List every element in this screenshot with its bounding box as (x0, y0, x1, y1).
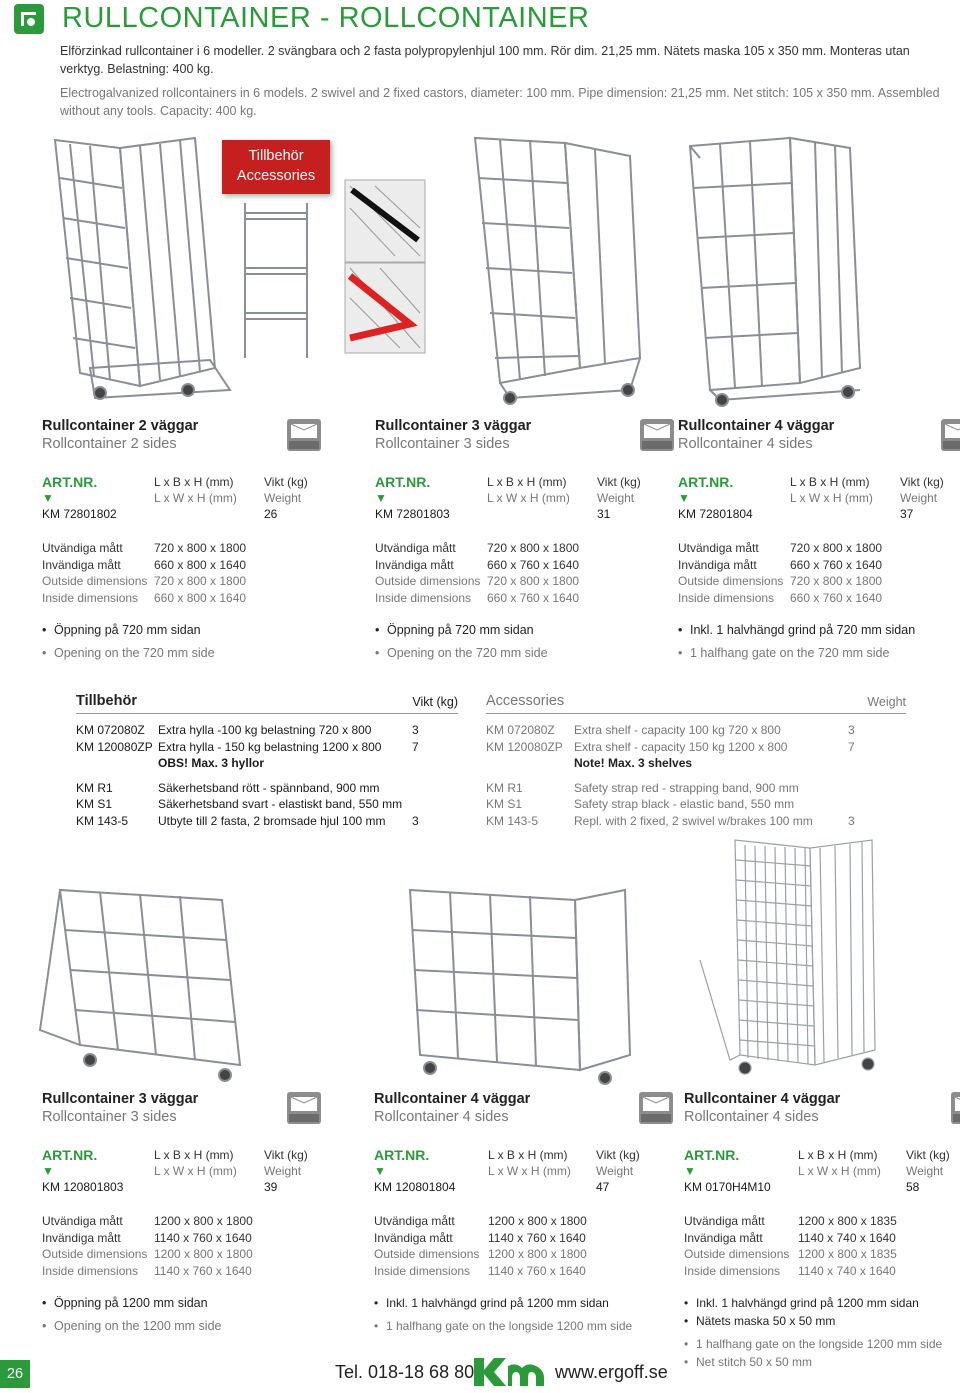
art-number: KM 72801804 (678, 507, 753, 521)
weight-label-sv: Vikt (kg) (264, 1148, 308, 1162)
feature-list (42, 622, 322, 661)
flatpack-icon (950, 1091, 960, 1125)
feature-list (42, 1295, 322, 1334)
inside-value-en: 1140 x 760 x 1640 (488, 1263, 586, 1278)
feature-item: • Inkl. 1 halvhängd grind på 1200 mm sidan (684, 1295, 960, 1311)
inside-label-en: Inside dimensions (42, 590, 139, 605)
product-photos-bottom (0, 830, 960, 1085)
art-nr-label: ART.NR. (684, 1147, 740, 1163)
feature-list (684, 1295, 960, 1370)
feature-item: • Nätets maska 50 x 50 mm (684, 1313, 960, 1329)
inside-label-sv: Invändiga mått (375, 557, 454, 572)
outside-value-en: 720 x 800 x 1800 (487, 574, 580, 588)
inside-label-en: Inside dimensions (42, 1263, 139, 1278)
dims-label-sv: L x B x H (mm) (154, 475, 234, 489)
outside-label-sv: Utvändiga mått (678, 541, 759, 555)
inside-label-en: Inside dimensions (374, 1263, 471, 1278)
feature-item: • Inkl. 1 halvhängd grind på 720 mm sidan (678, 622, 958, 638)
accessories-weight-label-en: Weight (867, 695, 906, 709)
product-photos-top (0, 128, 960, 408)
feature-list (374, 1295, 654, 1334)
inside-label-sv: Invändiga mått (684, 1230, 763, 1245)
weight-value: 39 (264, 1180, 278, 1194)
outside-value-sv: 720 x 800 x 1800 (154, 541, 247, 555)
outside-value-sv: 720 x 800 x 1800 (790, 541, 883, 555)
feature-item: • 1 halfhang gate on the longside 1200 mm side (684, 1336, 960, 1352)
title-row (14, 2, 589, 35)
feature-item: • Opening on the 1200 mm side (42, 1318, 322, 1334)
outside-value-sv: 720 x 800 x 1800 (487, 541, 580, 555)
outside-value-en: 720 x 800 x 1800 (154, 574, 247, 588)
weight-label-sv: Vikt (kg) (906, 1148, 950, 1162)
inside-value-en: 660 x 760 x 1640 (487, 590, 580, 605)
dims-label-en: L x W x H (mm) (154, 491, 237, 505)
company-logo-icon (470, 1354, 550, 1390)
accessory-row: KM R1 Safety strap red - strapping band, 900 mm (486, 780, 799, 795)
accessory-note: OBS! Max. 3 hyllor (158, 756, 265, 770)
footer-website[interactable]: www.ergoff.se (555, 1362, 668, 1382)
outside-label-en: Outside dimensions (42, 1247, 148, 1261)
accessory-row: KM 143-5 Utbyte till 2 fasta, 2 bromsade hjul 100 mm 3 (76, 813, 419, 828)
feature-item: • Net stitch 50 x 50 mm (684, 1354, 960, 1370)
accessories-english (486, 690, 906, 829)
dims-label-en: L x W x H (mm) (488, 1164, 571, 1178)
safety-strap-red-image (345, 263, 425, 353)
outside-value-sv: 1200 x 800 x 1800 (154, 1214, 253, 1228)
product-block (42, 1091, 322, 1341)
weight-label-sv: Vikt (kg) (900, 475, 944, 489)
outside-label-sv: Utvändiga mått (42, 541, 123, 555)
product-name-sv: Rullcontainer 4 väggar (684, 1091, 841, 1107)
feature-item: • 1 halfhang gate on the longside 1200 mm side (374, 1318, 654, 1334)
weight-label-sv: Vikt (kg) (264, 475, 308, 489)
intro-english: Electrogalvanized rollcontainers in 6 models. 2 swivel and 2 fixed castors, diameter: 100 mm. Pipe dimension: 21,25 mm. Net stitch: 105 x 350 mm. Assembled without any tools. Capacity: 400 kg. (60, 86, 940, 118)
inside-label-en: Inside dimensions (684, 1263, 781, 1278)
dims-label-sv: L x B x H (mm) (790, 475, 870, 489)
down-arrow-icon: ▼ (42, 1164, 54, 1178)
product-name-sv: Rullcontainer 2 väggar (42, 418, 199, 434)
safety-strap-black-image (345, 180, 425, 262)
weight-value: 58 (906, 1180, 920, 1194)
outside-label-sv: Utvändiga mått (375, 541, 456, 555)
art-nr-label: ART.NR. (42, 1147, 98, 1163)
inside-value-en: 1140 x 760 x 1640 (154, 1263, 252, 1278)
art-number: KM 120801803 (42, 1180, 124, 1194)
art-number: KM 0170H4M10 (684, 1180, 771, 1194)
inside-label-sv: Invändiga mått (42, 557, 121, 572)
dims-label-en: L x W x H (mm) (798, 1164, 881, 1178)
rollcontainer-4-sides-image (690, 138, 860, 406)
outside-value-sv: 1200 x 800 x 1835 (798, 1214, 897, 1228)
down-arrow-icon: ▼ (374, 1164, 386, 1178)
outside-label-sv: Utvändiga mått (42, 1214, 123, 1228)
art-number: KM 72801802 (42, 507, 117, 521)
inside-value-sv: 1140 x 760 x 1640 (154, 1230, 252, 1245)
inside-value-sv: 1140 x 760 x 1640 (488, 1230, 586, 1245)
outside-value-en: 1200 x 800 x 1835 (798, 1247, 897, 1261)
feature-item: • Opening on the 720 mm side (42, 645, 322, 661)
product-name-en: Rollcontainer 4 sides (374, 1109, 509, 1125)
accessory-row: KM 120080ZP Extra shelf - capacity 150 kg 1200 x 800 7 (486, 739, 855, 754)
product-name-sv: Rullcontainer 3 väggar (42, 1091, 199, 1107)
inside-value-en: 1140 x 740 x 1640 (798, 1263, 896, 1278)
flatpack-icon (286, 418, 322, 452)
inside-value-sv: 660 x 800 x 1640 (154, 557, 247, 572)
down-arrow-icon: ▼ (375, 491, 387, 505)
rollcontainer-1200-4-sides-image (410, 890, 630, 1084)
footer-phone: Tel. 018-18 68 80 (335, 1362, 475, 1382)
accessory-note: Note! Max. 3 shelves (574, 756, 693, 770)
down-arrow-icon: ▼ (684, 1164, 696, 1178)
feature-item: • Öppning på 1200 mm sidan (42, 1295, 322, 1311)
weight-label-sv: Vikt (kg) (597, 475, 641, 489)
weight-value: 37 (900, 507, 914, 521)
dims-label-sv: L x B x H (mm) (154, 1148, 234, 1162)
feature-item: • Inkl. 1 halvhängd grind på 1200 mm sidan (374, 1295, 654, 1311)
outside-value-en: 720 x 800 x 1800 (790, 574, 883, 588)
flatpack-icon (638, 1091, 674, 1125)
page-number: 26 (0, 1360, 30, 1388)
rollcontainer-3-sides-image (475, 138, 640, 404)
outside-label-en: Outside dimensions (374, 1247, 480, 1261)
feature-item: • Öppning på 720 mm sidan (375, 622, 655, 638)
inside-label-en: Inside dimensions (375, 590, 472, 605)
accessory-row: KM S1 Säkerhetsband svart - elastiskt band, 550 mm (76, 797, 403, 811)
accessories-title-en: Accessories (486, 693, 565, 709)
product-block (374, 1091, 654, 1341)
outside-label-en: Outside dimensions (684, 1247, 790, 1261)
weight-label-en: Weight (906, 1164, 944, 1178)
flatpack-icon (639, 418, 675, 452)
inside-value-en: 660 x 800 x 1640 (154, 590, 247, 605)
weight-value: 26 (264, 507, 278, 521)
accessories-swedish (76, 690, 458, 829)
dims-label-sv: L x B x H (mm) (488, 1148, 568, 1162)
accessory-row: KM 143-5 Repl. with 2 fixed, 2 swivel w/brakes 100 mm 3 (486, 813, 855, 828)
inside-value-sv: 660 x 760 x 1640 (487, 557, 580, 572)
weight-label-sv: Vikt (kg) (596, 1148, 640, 1162)
product-name-sv: Rullcontainer 4 väggar (374, 1091, 531, 1107)
art-number: KM 120801804 (374, 1180, 456, 1194)
accessory-row: KM S1 Safety strap black - elastic band, 550 mm (486, 797, 795, 811)
brand-logo-icon (14, 4, 44, 34)
feature-item: • Öppning på 720 mm sidan (42, 622, 322, 638)
inside-label-sv: Invändiga mått (678, 557, 757, 572)
inside-label-sv: Invändiga mått (374, 1230, 453, 1245)
product-block (684, 1091, 960, 1377)
feature-item: • 1 halfhang gate on the 720 mm side (678, 645, 958, 661)
outside-label-sv: Utvändiga mått (684, 1214, 765, 1228)
weight-label-en: Weight (597, 491, 635, 505)
product-name-en: Rollcontainer 2 sides (42, 436, 177, 452)
product-block (678, 418, 958, 668)
flatpack-icon (940, 418, 960, 452)
product-name-en: Rollcontainer 3 sides (42, 1109, 177, 1125)
weight-label-en: Weight (596, 1164, 634, 1178)
down-arrow-icon: ▼ (42, 491, 54, 505)
accessories-badge-en: Accessories (236, 168, 316, 184)
rollcontainer-mesh-image (700, 840, 875, 1074)
feature-list (678, 622, 958, 661)
outside-value-sv: 1200 x 800 x 1800 (488, 1214, 587, 1228)
accessory-row: KM 120080ZP Extra hylla - 150 kg belastning 1200 x 800 7 (76, 739, 419, 754)
weight-label-en: Weight (264, 1164, 302, 1178)
outside-value-en: 1200 x 800 x 1800 (488, 1247, 587, 1261)
accessory-row: KM R1 Säkerhetsband rött - spännband, 900 mm (76, 780, 380, 795)
rollcontainer-1200-3-sides-image (40, 890, 240, 1081)
intro-swedish: Elförzinkad rullcontainer i 6 modeller. 2 svängbara och 2 fasta polypropylenhjul 100 mm. Rör dim. 21,25 mm. Nätets maska 105 x 350 mm. Monteras utan verktyg. Belastning: 400 kg. (60, 44, 910, 76)
weight-value: 47 (596, 1180, 610, 1194)
feature-item: • Opening on the 720 mm side (375, 645, 655, 661)
art-nr-label: ART.NR. (678, 474, 734, 490)
dims-label-en: L x W x H (mm) (154, 1164, 237, 1178)
accessory-row: KM 072080Z Extra hylla -100 kg belastning 720 x 800 3 (76, 723, 419, 737)
inside-value-sv: 1140 x 740 x 1640 (798, 1230, 896, 1245)
accessories-weight-label-sv: Vikt (kg) (412, 695, 458, 709)
dims-label-sv: L x B x H (mm) (798, 1148, 878, 1162)
outside-label-en: Outside dimensions (375, 574, 481, 588)
accessory-row: KM 072080Z Extra shelf - capacity 100 kg 720 x 800 3 (486, 723, 855, 737)
weight-value: 31 (597, 507, 611, 521)
outside-label-sv: Utvändiga mått (374, 1214, 455, 1228)
art-nr-label: ART.NR. (42, 474, 98, 490)
outside-label-en: Outside dimensions (42, 574, 148, 588)
accessories-badge (222, 140, 330, 194)
product-name-sv: Rullcontainer 3 väggar (375, 418, 532, 434)
outside-value-en: 1200 x 800 x 1800 (154, 1247, 253, 1261)
art-nr-label: ART.NR. (374, 1147, 430, 1163)
inside-value-en: 660 x 760 x 1640 (790, 590, 883, 605)
art-number: KM 72801803 (375, 507, 450, 521)
dims-label-en: L x W x H (mm) (487, 491, 570, 505)
weight-label-en: Weight (900, 491, 938, 505)
accessories-title-sv: Tillbehör (76, 693, 137, 709)
product-block (42, 418, 322, 668)
art-nr-label: ART.NR. (375, 474, 431, 490)
inside-value-sv: 660 x 760 x 1640 (790, 557, 883, 572)
inside-label-sv: Invändiga mått (42, 1230, 121, 1245)
page-title: RULLCONTAINER - ROLLCONTAINER (62, 2, 590, 34)
dims-label-en: L x W x H (mm) (790, 491, 873, 505)
feature-list (375, 622, 655, 661)
product-name-en: Rollcontainer 3 sides (375, 436, 510, 452)
outside-label-en: Outside dimensions (678, 574, 784, 588)
product-block (375, 418, 655, 668)
product-name-en: Rollcontainer 4 sides (684, 1109, 819, 1125)
down-arrow-icon: ▼ (678, 491, 690, 505)
product-name-en: Rollcontainer 4 sides (678, 436, 813, 452)
weight-label-en: Weight (264, 491, 302, 505)
product-name-sv: Rullcontainer 4 väggar (678, 418, 835, 434)
inside-label-en: Inside dimensions (678, 590, 775, 605)
dims-label-sv: L x B x H (mm) (487, 475, 567, 489)
flatpack-icon (286, 1091, 322, 1125)
accessories-badge-sv: Tillbehör (248, 148, 304, 164)
